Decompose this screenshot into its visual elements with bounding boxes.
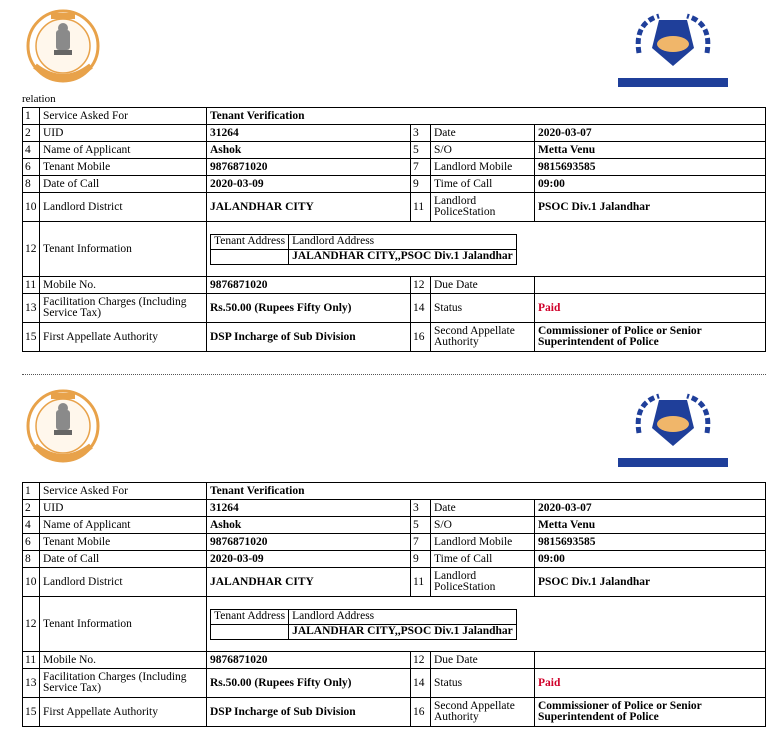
table-row (23, 669, 766, 698)
charges-label: Facilitation Charges (Including Service Tax) (40, 669, 207, 698)
row-number: 12 (23, 222, 40, 277)
row-number: 2 (23, 500, 40, 517)
uid-value: 31264 (207, 125, 411, 142)
table-row (23, 193, 766, 222)
row-number: 12 (411, 652, 431, 669)
tenant-info-label: Tenant Information (40, 222, 207, 277)
table-row (23, 597, 766, 652)
table-row (23, 323, 766, 352)
service-label: Service Asked For (40, 108, 207, 125)
row-number: 11 (411, 193, 431, 222)
date-call-label: Date of Call (40, 176, 207, 193)
table-row (23, 500, 766, 517)
landlord-address-head: Landlord Address (289, 609, 517, 624)
time-call-value: 09:00 (535, 176, 766, 193)
landlord-address-head: Landlord Address (289, 234, 517, 249)
row-number: 14 (411, 669, 431, 698)
row-number: 8 (23, 176, 40, 193)
landlord-address-value: JALANDHAR CITY,,PSOC Div.1 Jalandhar (289, 249, 517, 264)
row-number: 11 (411, 568, 431, 597)
row-number: 12 (23, 597, 40, 652)
district-value: JALANDHAR CITY (207, 193, 411, 222)
station-value: PSOC Div.1 Jalandhar (535, 193, 766, 222)
table-row (23, 652, 766, 669)
community-policing-emblem-icon (614, 388, 732, 468)
row-number: 5 (411, 517, 431, 534)
row-number: 3 (411, 500, 431, 517)
row-number: 3 (411, 125, 431, 142)
time-call-value: 09:00 (535, 551, 766, 568)
table-row (23, 517, 766, 534)
date-label: Date (431, 500, 535, 517)
row-number: 9 (411, 551, 431, 568)
status-badge: Paid (535, 294, 766, 323)
landlord-address-value: JALANDHAR CITY,,PSOC Div.1 Jalandhar (289, 624, 517, 639)
applicant-value: Ashok (207, 517, 411, 534)
row-number: 12 (411, 277, 431, 294)
district-label: Landlord District (40, 568, 207, 597)
due-date-label: Due Date (431, 277, 535, 294)
status-label: Status (431, 669, 535, 698)
due-date-label: Due Date (431, 652, 535, 669)
row-number: 6 (23, 159, 40, 176)
row-number: 15 (23, 698, 40, 727)
row-number: 13 (23, 294, 40, 323)
date-value: 2020-03-07 (535, 125, 766, 142)
row-number: 4 (23, 142, 40, 159)
row-number: 1 (23, 108, 40, 125)
row-number: 13 (23, 669, 40, 698)
tenant-mobile-label: Tenant Mobile (40, 534, 207, 551)
tenant-info-cell (207, 222, 766, 277)
table-row (23, 483, 766, 500)
row-number: 11 (23, 277, 40, 294)
table-row (23, 551, 766, 568)
uid-label: UID (40, 500, 207, 517)
punjab-police-emblem-icon (25, 8, 101, 86)
mobile-value: 9876871020 (207, 652, 411, 669)
table-row (23, 125, 766, 142)
second-authority-value: Commissioner of Police or Senior Superintendent of Police (535, 698, 766, 727)
charges-value: Rs.50.00 (Rupees Fifty Only) (207, 294, 411, 323)
tenant-mobile-label: Tenant Mobile (40, 159, 207, 176)
relation-label: relation (22, 93, 56, 105)
row-number: 4 (23, 517, 40, 534)
district-label: Landlord District (40, 193, 207, 222)
so-label: S/O (431, 517, 535, 534)
table-row (23, 142, 766, 159)
row-number: 9 (411, 176, 431, 193)
row-number: 16 (411, 698, 431, 727)
row-number: 7 (411, 159, 431, 176)
mobile-label: Mobile No. (40, 652, 207, 669)
date-value: 2020-03-07 (535, 500, 766, 517)
row-number: 6 (23, 534, 40, 551)
charges-value: Rs.50.00 (Rupees Fifty Only) (207, 669, 411, 698)
landlord-mobile-value: 9815693585 (535, 159, 766, 176)
address-subtable (210, 609, 517, 640)
tenant-mobile-value: 9876871020 (207, 534, 411, 551)
service-value: Tenant Verification (207, 108, 766, 125)
tenant-info-cell (207, 597, 766, 652)
table-row (23, 534, 766, 551)
table-row (23, 698, 766, 727)
row-number: 14 (411, 294, 431, 323)
row-number: 8 (23, 551, 40, 568)
tenant-info-label: Tenant Information (40, 597, 207, 652)
service-value: Tenant Verification (207, 483, 766, 500)
uid-value: 31264 (207, 500, 411, 517)
due-date-value (535, 277, 766, 294)
second-authority-label: Second Appellate Authority (431, 698, 535, 727)
row-number: 15 (23, 323, 40, 352)
so-label: S/O (431, 142, 535, 159)
uid-label: UID (40, 125, 207, 142)
status-label: Status (431, 294, 535, 323)
station-label: Landlord PoliceStation (431, 568, 535, 597)
row-number: 10 (23, 568, 40, 597)
table-row (23, 568, 766, 597)
tenant-mobile-value: 9876871020 (207, 159, 411, 176)
row-number: 10 (23, 193, 40, 222)
row-number: 2 (23, 125, 40, 142)
first-authority-label: First Appellate Authority (40, 698, 207, 727)
station-label: Landlord PoliceStation (431, 193, 535, 222)
row-number: 7 (411, 534, 431, 551)
table-row (23, 159, 766, 176)
tenant-address-value (211, 249, 289, 264)
date-call-label: Date of Call (40, 551, 207, 568)
table-row (23, 222, 766, 277)
divider (22, 374, 766, 375)
row-number: 16 (411, 323, 431, 352)
due-date-value (535, 652, 766, 669)
date-call-value: 2020-03-09 (207, 551, 411, 568)
status-badge: Paid (535, 669, 766, 698)
district-value: JALANDHAR CITY (207, 568, 411, 597)
landlord-mobile-value: 9815693585 (535, 534, 766, 551)
landlord-mobile-label: Landlord Mobile (431, 534, 535, 551)
charges-label: Facilitation Charges (Including Service Tax) (40, 294, 207, 323)
second-authority-value: Commissioner of Police or Senior Superintendent of Police (535, 323, 766, 352)
community-policing-emblem-icon (614, 8, 732, 88)
date-label: Date (431, 125, 535, 142)
service-label: Service Asked For (40, 483, 207, 500)
table-row (23, 176, 766, 193)
punjab-police-emblem-icon (25, 388, 101, 466)
so-value: Metta Venu (535, 517, 766, 534)
first-authority-value: DSP Incharge of Sub Division (207, 698, 411, 727)
mobile-label: Mobile No. (40, 277, 207, 294)
table-row (23, 277, 766, 294)
so-value: Metta Venu (535, 142, 766, 159)
applicant-label: Name of Applicant (40, 142, 207, 159)
first-authority-label: First Appellate Authority (40, 323, 207, 352)
applicant-label: Name of Applicant (40, 517, 207, 534)
table-row (23, 108, 766, 125)
table-row (23, 294, 766, 323)
time-call-label: Time of Call (431, 551, 535, 568)
tenant-address-head: Tenant Address (211, 234, 289, 249)
first-authority-value: DSP Incharge of Sub Division (207, 323, 411, 352)
station-value: PSOC Div.1 Jalandhar (535, 568, 766, 597)
date-call-value: 2020-03-09 (207, 176, 411, 193)
address-subtable (210, 234, 517, 265)
row-number: 1 (23, 483, 40, 500)
tenant-address-head: Tenant Address (211, 609, 289, 624)
mobile-value: 9876871020 (207, 277, 411, 294)
tenant-address-value (211, 624, 289, 639)
verification-table-1 (22, 107, 766, 352)
time-call-label: Time of Call (431, 176, 535, 193)
row-number: 11 (23, 652, 40, 669)
row-number: 5 (411, 142, 431, 159)
second-authority-label: Second Appellate Authority (431, 323, 535, 352)
landlord-mobile-label: Landlord Mobile (431, 159, 535, 176)
applicant-value: Ashok (207, 142, 411, 159)
verification-table-2 (22, 482, 766, 727)
